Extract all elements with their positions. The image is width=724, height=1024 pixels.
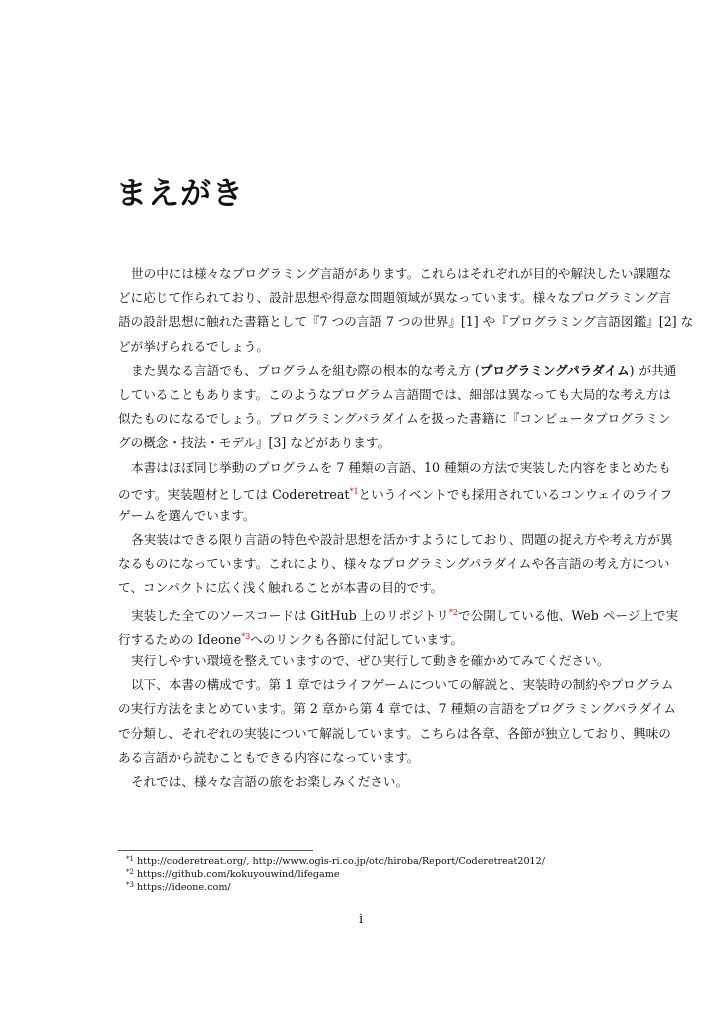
text-line bbox=[118, 262, 672, 286]
text-line bbox=[118, 480, 673, 504]
text-line bbox=[118, 335, 640, 359]
text-line bbox=[118, 504, 640, 528]
text-segment: なるものになっています。これにより、様々なプログラミングパラダイムや各言語の考え方につい bbox=[118, 556, 670, 572]
footnote bbox=[126, 879, 545, 892]
paragraph bbox=[118, 359, 677, 456]
footnotes bbox=[126, 853, 545, 892]
paragraph bbox=[118, 649, 640, 673]
text-line bbox=[118, 431, 640, 455]
text-segment: ゲームを選んでいます。 bbox=[118, 507, 256, 523]
footnote-url-link[interactable]: http://coderetreat.org/, http://www.ogis-ri.co.jp/otc/hiroba/Report/Coderetreat2012/ bbox=[136, 856, 545, 867]
text-segment: 世の中には様々なプログラミング言語があります。これらはそれぞれが目的や解決したい課題な bbox=[131, 266, 672, 281]
text-line bbox=[118, 310, 694, 334]
text-segment: のです。実装題材としては Coderetreat bbox=[118, 486, 350, 502]
page-title: まえがき bbox=[116, 176, 244, 212]
text-line bbox=[118, 722, 671, 746]
page-number: i bbox=[359, 912, 364, 927]
text-segment: どが挙げられるでしょう。 bbox=[118, 338, 269, 354]
text-segment: で公開している他、Web ページ上で実 bbox=[458, 607, 679, 623]
text-segment: ) が共通 bbox=[629, 362, 677, 378]
paragraph bbox=[118, 456, 673, 529]
body-text bbox=[118, 262, 694, 794]
bold-term: プログラミングパラダイム bbox=[479, 362, 630, 378]
text-line bbox=[118, 576, 640, 600]
text-segment: 語の設計思想に触れた書籍として『7 つの言語 7 つの世界』[1] や『プログラミング言語図鑑』[2] な bbox=[118, 314, 694, 330]
paragraph bbox=[118, 770, 640, 794]
text-segment: というイベントでも採用されているコンウェイのライフ bbox=[358, 486, 673, 502]
footnote-divider bbox=[118, 850, 313, 851]
text-segment: していることもあります。このようなプログラム言語間では、細部は異なっても大局的な考え方は bbox=[118, 386, 671, 402]
footnote bbox=[126, 866, 545, 879]
text-segment: の実行方法をまとめています。第 2 章から第 4 章では、7 種類の言語をプログラミングパラダイム bbox=[118, 701, 677, 717]
text-line bbox=[118, 649, 640, 673]
footnote-mark: *3 bbox=[126, 881, 134, 889]
text-segment: 以下、本書の構成です。第 1 章ではライフゲームについての解説と、実装時の制約やプログラム bbox=[131, 677, 674, 693]
text-line bbox=[118, 746, 640, 770]
text-segment: 各実装はできる限り言語の特色や設計思想を活かすようにしており、問題の捉え方や考え方が異 bbox=[131, 532, 673, 548]
text-line bbox=[118, 456, 671, 480]
text-segment: へのリンクも各節に付記しています。 bbox=[250, 631, 464, 647]
paragraph bbox=[118, 601, 679, 649]
text-line bbox=[118, 528, 673, 552]
text-segment: 似たものになるでしょう。プログラミングパラダイムを扱った書籍に『コンピュータプログラミン bbox=[118, 411, 671, 427]
text-line bbox=[118, 673, 674, 697]
footnote-url-link[interactable]: https://ideone.com/ bbox=[136, 882, 231, 893]
footnote-ref-link[interactable]: *3 bbox=[241, 631, 251, 641]
text-segment: また異なる言語でも、プログラムを組む際の根本的な考え方 ( bbox=[131, 362, 480, 378]
text-segment: グの概念・技法・モデル』[3] などがあります。 bbox=[118, 435, 391, 451]
text-line bbox=[118, 383, 671, 407]
text-line bbox=[118, 552, 670, 576]
footnote-ref-link[interactable]: *1 bbox=[349, 486, 359, 496]
text-segment: 本書はほぼ同じ挙動のプログラムを 7 種類の言語、10 種類の方法で実装した内容をまとめたも bbox=[131, 459, 671, 475]
text-segment: どに応じて作られており、設計思想や得意な問題領域が異なっています。様々なプログラミング言 bbox=[118, 290, 671, 306]
text-line bbox=[118, 625, 640, 649]
text-line bbox=[118, 286, 671, 310]
text-segment: 行するための Ideone bbox=[118, 631, 242, 647]
footnote bbox=[126, 853, 545, 866]
footnote-url-link[interactable]: https://github.com/kokuyouwind/lifegame bbox=[136, 869, 340, 880]
text-segment: で分類し、それぞれの実装について解説しています。こちらは各章、各節が独立しており、興味の bbox=[118, 725, 671, 741]
text-line bbox=[118, 601, 679, 625]
text-segment: それでは、様々な言語の旅をお楽しみください。 bbox=[131, 773, 409, 789]
footnote-ref-link[interactable]: *2 bbox=[448, 607, 458, 617]
paragraph bbox=[118, 673, 677, 770]
text-segment: ある言語から読むこともできる内容になっています。 bbox=[118, 749, 420, 765]
footnote-mark: *1 bbox=[126, 855, 134, 863]
text-line bbox=[118, 359, 677, 383]
text-line bbox=[118, 697, 677, 721]
text-segment: 実行しやすい環境を整えていますので、ぜひ実行して動きを確かめてみてください。 bbox=[131, 653, 610, 668]
text-segment: て、コンパクトに広く浅く触れることが本書の目的です。 bbox=[118, 580, 444, 596]
text-segment: 実装した全てのソースコードは GitHub 上のリポジトリ bbox=[131, 607, 449, 623]
paragraph bbox=[118, 528, 673, 601]
text-line bbox=[118, 770, 640, 794]
footnote-mark: *2 bbox=[126, 868, 134, 876]
text-line bbox=[118, 407, 671, 431]
paragraph bbox=[118, 262, 694, 359]
